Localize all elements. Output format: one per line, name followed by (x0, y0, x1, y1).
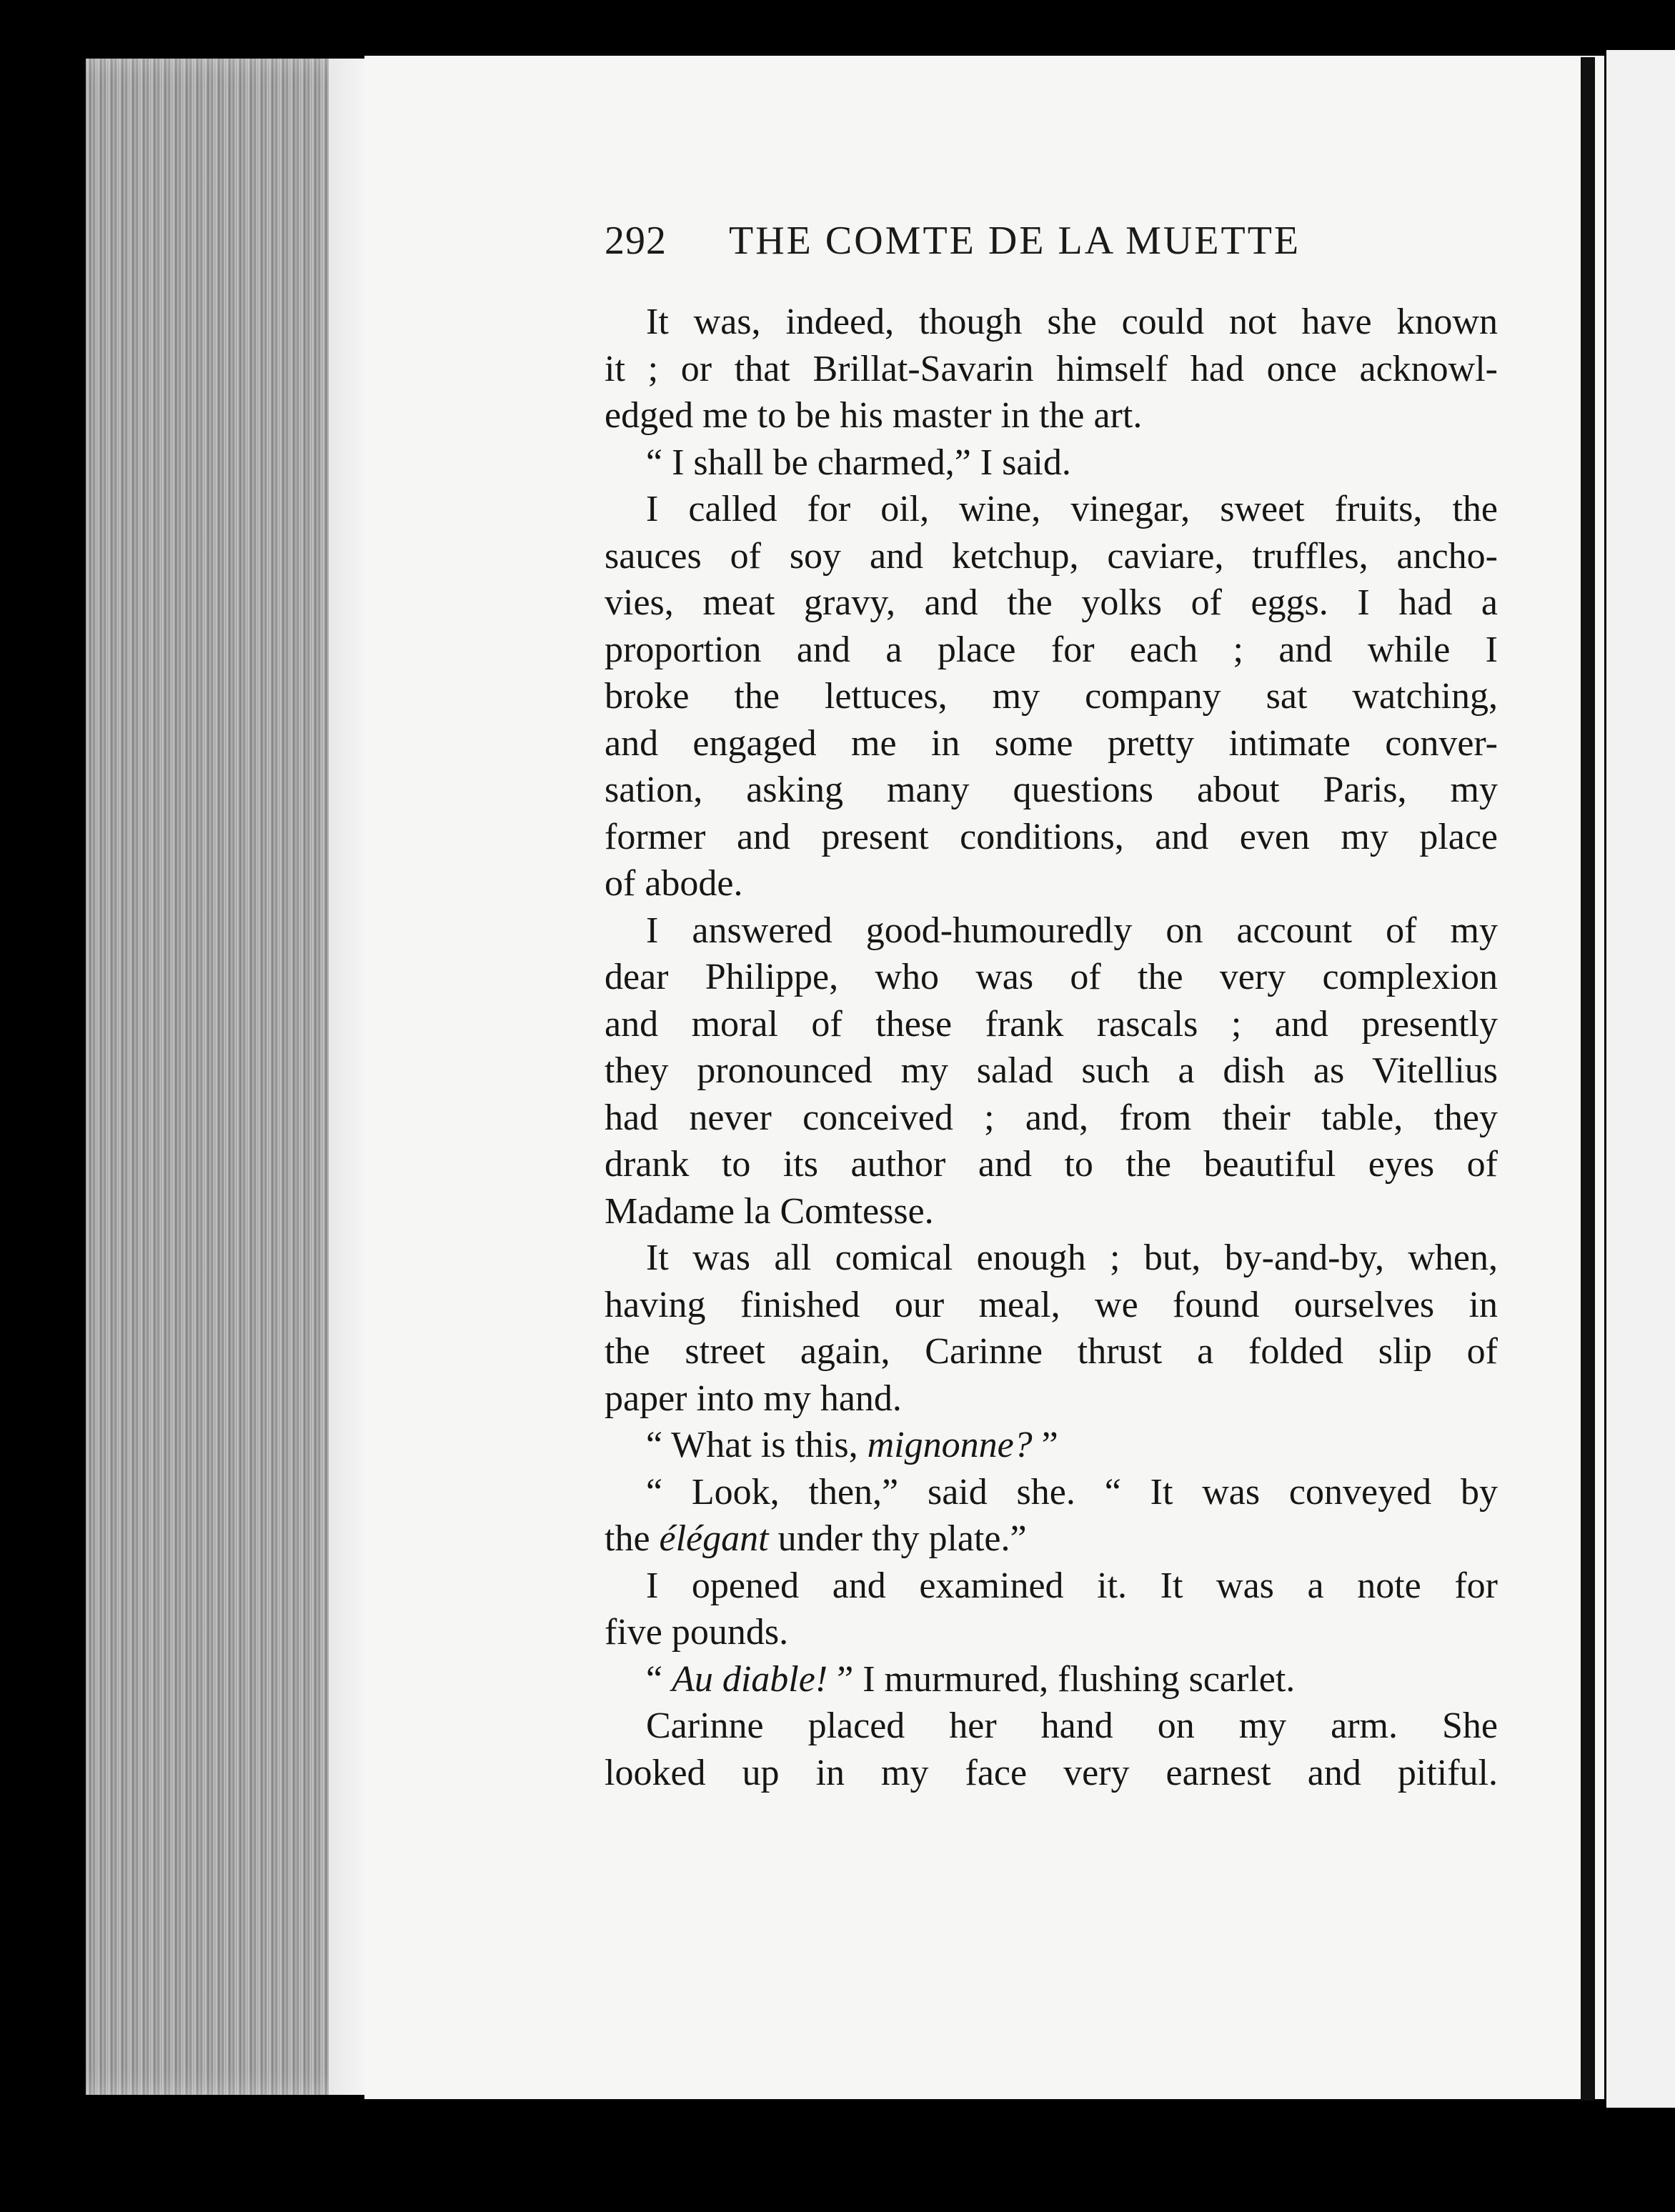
text-line: of abode. (605, 863, 743, 904)
text-line: dear Philippe, who was of the very complexion (605, 957, 1498, 997)
dialogue-text: ” (1032, 1425, 1058, 1465)
text-line (605, 1422, 1498, 1469)
running-head (605, 218, 1548, 275)
text-line: they pronounced my salad such a dish as Vitellius (605, 1050, 1498, 1091)
text-line: paper into my hand. (605, 1377, 902, 1419)
text-line: drank to its author and to the beautiful eyes of (605, 1144, 1498, 1185)
text-line: and engaged me in some pretty intimate conver- (605, 722, 1498, 764)
text-line: It was, indeed, though she could not have known (646, 302, 1498, 342)
text-line: I opened and examined it. It was a note for (646, 1565, 1498, 1606)
gutter-shadow (1581, 57, 1595, 2101)
text-line: “ Look, then,” said she. “ It was conveyed by (646, 1471, 1498, 1513)
text-line: “ I shall be charmed,” I said. (646, 442, 1071, 483)
text-line (605, 1656, 1498, 1703)
text-line: sation, asking many questions about Paris, my (605, 769, 1498, 810)
body-text (605, 299, 1498, 1796)
text-line: edged me to be his master in the art. (605, 395, 1143, 436)
book-page-edges (86, 59, 372, 2095)
text-line: broke the lettuces, my company sat watching, (605, 676, 1498, 717)
dialogue-text: under thy plate.” (768, 1518, 1027, 1559)
text-line: Madame la Comtesse. (605, 1190, 934, 1232)
text-line: Carinne placed her hand on my arm. She (646, 1705, 1498, 1746)
italic-term: mignonne? (867, 1425, 1033, 1465)
text-line: it ; or that Brillat-Savarin himself had once acknowl- (605, 348, 1498, 389)
text-line: having finished our meal, we found ourselves in (605, 1284, 1498, 1325)
text-line (605, 1515, 1498, 1563)
running-title: THE COMTE DE LA MUETTE (729, 219, 1301, 263)
italic-term: Au diable! (672, 1658, 828, 1700)
text-line: and moral of these frank rascals ; and presently (605, 1003, 1498, 1045)
text-line: sauces of soy and ketchup, caviare, truffles, ancho- (605, 535, 1498, 577)
text-line: proportion and a place for each ; and while I (605, 629, 1498, 670)
page-number: 292 (605, 219, 667, 263)
text-line: I called for oil, wine, vinegar, sweet fruits, the (646, 489, 1498, 529)
text-line: looked up in my face very earnest and pitiful. (605, 1752, 1498, 1793)
text-line: the street again, Carinne thrust a folded slip of (605, 1331, 1498, 1372)
dialogue-text: ” I murmured, flushing scarlet. (827, 1658, 1296, 1700)
text-line: had never conceived ; and, from their table, they (605, 1097, 1498, 1138)
italic-term: élégant (659, 1518, 769, 1559)
text-line: former and present conditions, and even my place (605, 816, 1498, 857)
text-line: vies, meat gravy, and the yolks of eggs. I had a (605, 582, 1498, 623)
dialogue-text: “ What is this, (646, 1425, 868, 1465)
text-line: I answered good-humouredly on account of my (646, 910, 1498, 951)
text-line: It was all comical enough ; but, by-and-by, when, (646, 1237, 1498, 1278)
text-line: five pounds. (605, 1612, 789, 1653)
dialogue-text: “ (646, 1658, 672, 1700)
facing-page-edge (1606, 50, 1675, 2108)
dialogue-text: the (605, 1518, 660, 1559)
